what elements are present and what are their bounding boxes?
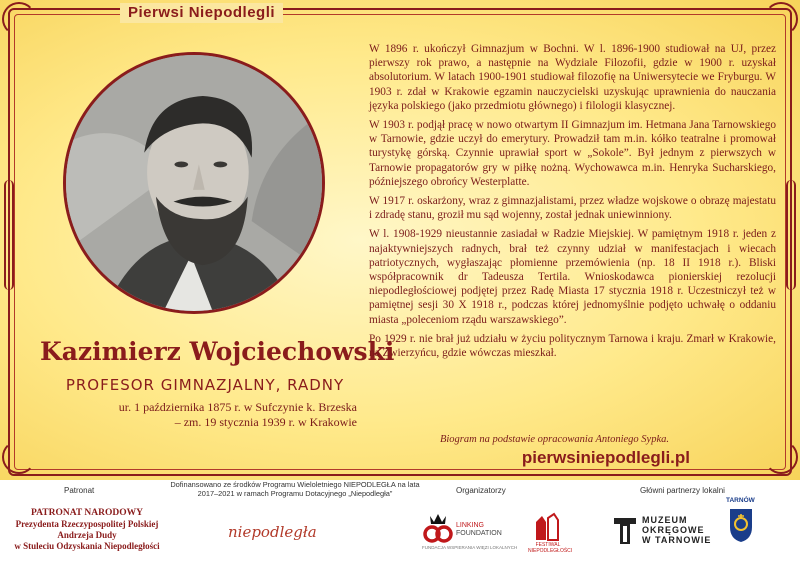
person-role: PROFESOR GIMNAZJALNY, RADNY [65, 376, 345, 394]
patronat-line: Andrzeja Dudy [57, 530, 117, 540]
linking-foundation-subtitle: FUNDACJA WSPIERANIA WIĘZI LOKALNYCH [422, 545, 518, 550]
muzeum-line: OKRĘGOWE [642, 525, 705, 535]
funding-note: Dofinansowano ze środków Programu Wieloletniego NIEPODLEGŁA na lata 2017–2021 w ramach Programu Dotacyjnego „Niepodległa” [170, 480, 420, 498]
bio-paragraph: Po 1929 r. nie brał już udziału w życiu politycznym Tarnowa i kraju. Zmarł w Krakowie, na Zwierzyńcu, gdzie wówczas mieszkał. [369, 332, 776, 360]
festiwal-line: FESTIWAL [535, 542, 561, 548]
patronat-line: PATRONAT NARODOWY [31, 508, 143, 518]
muzeum-name [642, 515, 711, 545]
person-name: Kazimierz Wojciechowski [40, 337, 395, 366]
linking-line: LINKING [456, 522, 485, 529]
tarnow-label: TARNÓW [726, 497, 755, 504]
national-patronage [4, 508, 170, 552]
festiwal-name [528, 542, 573, 554]
death-info: – zm. 19 stycznia 1939 r. w Krakowie [174, 415, 357, 429]
series-title: Pierwsi Niepodlegli [120, 3, 283, 23]
portrait-photo [63, 52, 325, 314]
muzeum-line: W TARNOWIE [642, 535, 712, 545]
partners-label: Główni partnerzy lokalni [640, 486, 725, 495]
biography-credit: Biogram na podstawie opracowania Antoniego Sypka. [439, 434, 669, 445]
website-link[interactable]: pierwsiniepodlegli.pl [521, 448, 690, 467]
organizers-label: Organizatorzy [456, 486, 506, 495]
side-ornament [4, 180, 14, 290]
festiwal-logo [532, 512, 562, 542]
linking-line: FOUNDATION [456, 530, 502, 537]
corner-ornament [2, 2, 36, 36]
niepodlegla-logo: niepodległa [228, 523, 317, 541]
bio-paragraph: W 1917 r. oskarżony, wraz z gimnazjalistami, przez władze wojskowe o obrazę majestatu i zdradę stanu, groził mu sąd wojenny, został jednak uniewinniony. [369, 195, 776, 222]
corner-ornament [764, 440, 798, 474]
bio-paragraph: W 1896 r. ukończył Gimnazjum w Bochni. W l. 1896-1900 studiował na UJ, przez pierwszy rok prawo, a następnie na Wydziale Filozofii, gdzie w 1900 r. uzyskał absolutorium. W latach 1900-1901 studiował filozofię na Uniwersytecie we Fryburgu. W 1903 r. zdał w Krakowie egzamin nauczycielski uzyskując uprawnienia do nauczania języka polskiego (jako przedmiotu głównego) i filologii klasycznej. [369, 43, 776, 112]
biography [369, 42, 776, 365]
festiwal-line: NIEPODLEGŁOŚCI [528, 548, 573, 554]
corner-ornament [764, 2, 798, 36]
muzeum-line: MUZEUM [642, 515, 688, 525]
corner-ornament [2, 440, 36, 474]
patronat-line: Prezydenta Rzeczypospolitej Polskiej [15, 519, 159, 529]
linking-foundation-logo [418, 512, 458, 544]
linking-foundation-name [456, 522, 502, 538]
side-ornament [786, 180, 796, 290]
bio-paragraph: W l. 1908-1929 nieustannie zasiadał w Radzie Miejskiej. W pamiętnym 1918 r. jeden z najaktywniejszych radnych, brał też czynny udział w manifestacjach i wiecach patriotycznych, wygłaszając płomienne przemówienia (np. 18 II 1918 r.). Bliski współpracownik dr Tadeusza Tertila. Wnioskodawca pionierskiej rezolucji niepodległościowej podjętej przez Radę Miasta 17 stycznia 1918 r. Uczestniczył też w pamiętnej sesji 30 X 1918 r., podczas której jednomyślnie podjęto uchwałę o oddaniu miasta „poleceniom rządu warszawskiego”. [369, 228, 776, 326]
birth-info: ur. 1 października 1875 r. w Sufczynie k. Brzeska [118, 400, 357, 414]
bio-paragraph: W 1903 r. podjął pracę w nowo otwartym II Gimnazjum im. Hetmana Jana Tarnowskiego w Tarnowie, gdzie uczył do emerytury. Prowadził tam m.in. kółko teatralne i promował turystykę górską. Czynnie uprawiał sport w „Sokole”. Był jednym z pierwszych w Tarnowie propagatorów gry w piłkę nożną. Wychowawca m.in. Henryka Sucharskiego, późniejszego obrońcy Westerplatte. [369, 119, 776, 188]
patronat-line: w Stuleciu Odzyskania Niepodległości [14, 541, 160, 551]
tarnow-coat-of-arms [728, 507, 754, 543]
portrait-illustration [66, 55, 322, 311]
patronat-label: Patronat [64, 486, 95, 495]
muzeum-logo [612, 514, 638, 548]
